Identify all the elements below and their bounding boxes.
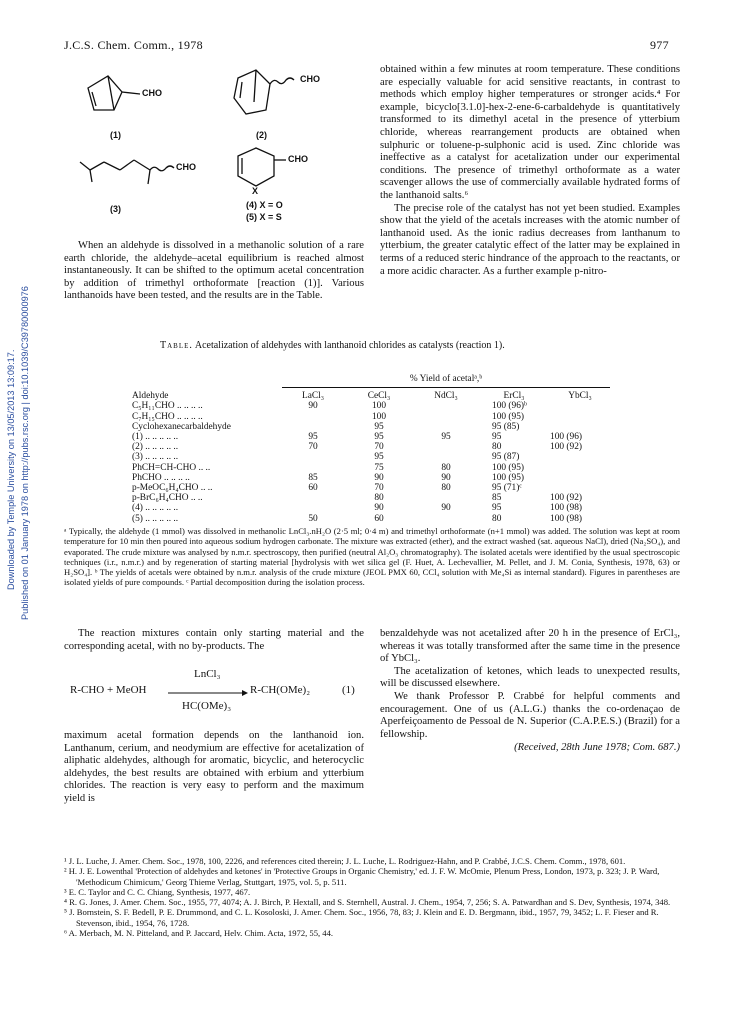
structures-drawing	[70, 58, 370, 228]
cell-yb: 100 (98)	[550, 513, 583, 524]
reaction-equation	[64, 666, 364, 718]
cell-la	[282, 493, 344, 503]
received-date: (Received, 28th June 1978; Com. 687.)	[514, 742, 680, 753]
cell-yb: 100 (92)	[550, 493, 583, 504]
cell-la	[282, 503, 344, 513]
cell-ce: 100	[371, 411, 387, 422]
cell-ce: 60	[374, 513, 384, 524]
cell-er: 85	[492, 493, 502, 504]
cell-nd: 80	[441, 462, 451, 473]
left-paragraph-2: The reaction mixtures contain only starting material and the corresponding acetal, with no by-products. The	[64, 628, 364, 652]
cell-yb	[550, 401, 610, 411]
reference-item: ¹ J. L. Luche, J. Amer. Chem. Soc., 1978, 100, 2226, and references cited therein; J. L. Luche, L. Rodriguez-Hahn, and P. Crabbé, J.C.S. Chem. Comm., 1978, 601.	[64, 856, 626, 866]
cell-er: 100 (96)ᵇ	[492, 401, 527, 412]
table-row	[132, 473, 610, 483]
table-row	[132, 452, 610, 462]
cell-yb: 100 (96)	[550, 432, 583, 443]
cell-ce: 70	[374, 442, 384, 453]
row-aldehyde: p-MeOC₆H₄CHO .. ..	[132, 483, 213, 494]
acetalization-table	[132, 374, 610, 524]
cell-ce: 95	[374, 432, 384, 443]
cell-er: 95	[492, 503, 502, 514]
structure-2-label: (2)	[256, 130, 267, 140]
table-footnotes: ᵃ Typically, the aldehyde (1 mmol) was dissolved in methanolic LnCl₃.nH₂O (2·5 ml; 0·4 m) and trimethyl orthoformate (n+1 mmol) was added. The solution was kept at room temperature for 10 min then poured into aqueous sodium hydrogen carbonate. The mixture was extracted (ether), and the extract washed (sat. aqueous NaCl), dried (Na₂SO₄), and evaporated. The crude mixture was analysed by n.m.r. spectroscopy, then purified (neutral Al₂O₃ chromatography). The isolated acetals were identified by the usual spectroscopic techniques (i.r., n.m.r.) and by regeneration of starting material [hydrolysis with wet silica gel (F. Huet, A. Lechevallier, M. Pellet, and J. M. Conia, Synthesis, 1978, 63) or H₂SO₄]. ᵇ The yields of acetals were obtained by n.m.r. analysis of the crude mixture (JEOL PMX 60, CCl₄ solution with Me₄Si as internal standard). Figures in parentheses are isolated yields of pure compounds. ᶜ Partial decomposition during the isolation process.	[64, 526, 680, 588]
cell-nd: 80	[441, 483, 451, 494]
cell-la: 70	[308, 442, 318, 453]
structure-4-label: (4) X = O	[246, 200, 283, 210]
cell-er: 100 (95)	[492, 462, 525, 473]
right-paragraph-4: The acetalization of ketones, which leads to unexpected results, will be discussed elsewhere.	[380, 665, 680, 690]
cell-nd	[414, 514, 478, 524]
left-column-lower	[64, 628, 364, 653]
structure-4-cho: CHO	[288, 154, 308, 164]
cell-er: 95 (85)	[492, 421, 520, 432]
reference-item: ³ E. C. Taylor and C. C. Chiang, Synthesis, 1977, 467.	[64, 886, 251, 897]
table-row	[132, 401, 610, 411]
row-aldehyde: C₅H₁₁CHO .. .. .. ..	[132, 401, 203, 412]
cell-er: 95	[492, 432, 502, 443]
cell-nd: 90	[441, 472, 451, 483]
yield-header: % Yield of acetalᵃ,ᵇ	[409, 374, 483, 384]
equation-product: R-CH(OMe)₂	[250, 684, 311, 696]
table-row	[132, 442, 610, 452]
row-aldehyde: p-BrC₆H₄CHO .. ..	[132, 493, 203, 504]
cell-er: 100 (95)	[492, 472, 525, 483]
cell-ce: 80	[374, 493, 384, 504]
cell-er: 100 (95)	[492, 411, 525, 422]
cell-yb	[550, 412, 610, 422]
left-column-bottom	[64, 730, 364, 806]
cell-er: 95 (71)ᶜ	[492, 483, 522, 494]
row-aldehyde: (2) .. .. .. .. ..	[132, 442, 179, 453]
references-list	[64, 856, 688, 938]
cell-la: 85	[308, 472, 318, 483]
cell-yb	[550, 473, 610, 483]
intro-paragraph: When an aldehyde is dissolved in a methanolic solution of a rare earth chloride, the aldehyde–acetal equilibrium is reached almost instantaneously. It can be shifted to the optimum acetal concentration by addition of trimethyl orthoformate [reaction (1)]. Various lanthanoids have been tested, and the results are in the Table.	[64, 240, 364, 302]
right-paragraph-5: We thank Professor P. Crabbé for helpful comments and encouragement. One of us (A.L.G.) thanks the co-ordenaçao de Aperfeiçoamento de Pessoal de N. Superior (C.A.P.E.S.) (Brazil) for a fellowship.	[380, 690, 680, 740]
sidebar-published-link[interactable]: Published on 01 January 1978 on http://pubs.rsc.org | doi:10.1039/C39780000976	[20, 286, 30, 620]
cell-yb	[550, 483, 610, 493]
chemical-structures	[70, 58, 370, 228]
reference-item: ² H. J. E. Lowenthal 'Protection of aldehydes and ketones' in 'Protective Groups in Organic Chemistry,' ed. J. F. W. McOmie, Plenum Press, London, 1973, p. 323; J. P. Ward, 'Methodicum Chimicum,' Georg Thieme Verlag, Stuttgart, 1975, vol. 5, p. 511.	[64, 866, 660, 887]
column-header-ybcl3: YbCl₃	[568, 391, 592, 402]
structure-heteroatom-x: X	[252, 186, 259, 196]
structure-1-label: (1)	[110, 130, 121, 140]
cell-ce: 100	[371, 401, 387, 412]
left-column-intro	[64, 240, 364, 303]
cell-yb: 100 (98)	[550, 503, 583, 514]
cell-la	[282, 412, 344, 422]
column-header-aldehyde: Aldehyde	[132, 391, 169, 402]
journal-header: J.C.S. Chem. Comm., 1978	[64, 38, 203, 52]
table-row	[132, 493, 610, 503]
cell-la	[282, 422, 344, 432]
right-column-lower	[380, 628, 680, 741]
table-title-caption: Table.	[160, 340, 193, 351]
table-row	[132, 503, 610, 513]
reference-item: ⁶ A. Merbach, M. N. Pitteland, and P. Jaccard, Helv. Chim. Acta, 1972, 55, 44.	[64, 928, 334, 939]
cell-ce: 70	[374, 483, 384, 494]
cell-er: 95 (87)	[492, 452, 520, 463]
equation-reactants: R-CHO + MeOH	[70, 684, 147, 696]
row-aldehyde: (5) .. .. .. .. ..	[132, 513, 179, 524]
right-paragraph-2: The precise role of the catalyst has not yet been studied. Examples show that the yield of the acetals increases with the atomic number of lanthanoid used. As the ionic radius decreases from lanthanum to ytterbium, the greater catalytic effect of the latter may be explained in terms of a reduced steric hindrance of the approach to the reactants, or a more acidic character. As a further example p-nitro-	[380, 202, 680, 277]
structure-3-label: (3)	[110, 204, 121, 214]
cell-yb	[550, 422, 610, 432]
row-aldehyde: PhCHO .. .. .. ..	[132, 472, 190, 483]
column-header-cecl3: CeCl₃	[367, 391, 391, 402]
cell-nd: 95	[441, 432, 451, 443]
cell-la	[282, 463, 344, 473]
cell-er: 80	[492, 442, 502, 453]
structure-5-label: (5) X = S	[246, 212, 282, 222]
table-row	[132, 432, 610, 442]
cell-nd	[414, 422, 478, 432]
cell-la: 90	[308, 401, 318, 412]
row-aldehyde: (1) .. .. .. .. ..	[132, 432, 179, 443]
cell-nd	[414, 452, 478, 462]
table-row	[132, 514, 610, 524]
column-header-ercl3: ErCl₃	[503, 391, 525, 402]
cell-nd	[414, 493, 478, 503]
sidebar-download-line: Downloaded by Temple University on 13/05/2013 13:09:17.	[6, 349, 16, 590]
cell-nd	[414, 401, 478, 411]
column-header-ndcl3: NdCl₃	[434, 391, 458, 402]
right-paragraph-3: benzaldehyde was not acetalized after 20 h in the presence of ErCl₃, whereas it was totally transformed after the same time in the presence of YbCl₃.	[380, 628, 680, 665]
row-aldehyde: C₇H₁₅CHO .. .. .. ..	[132, 411, 203, 422]
cell-yb	[550, 452, 610, 462]
row-aldehyde: PhCH=CH-CHO .. ..	[132, 462, 211, 473]
cell-la: 95	[308, 432, 318, 443]
equation-reagent: HC(OMe)₃	[182, 700, 232, 712]
cell-la: 60	[308, 483, 318, 494]
equation-catalyst: LnCl₃	[194, 668, 221, 680]
column-header-lacl3: LaCl₃	[301, 391, 324, 402]
reference-item: ⁴ R. G. Jones, J. Amer. Chem. Soc., 1955, 77, 4074; A. J. Birch, P. Hextall, and S. Sternhell, Austral. J. Chem., 1954, 7, 256; S. A. Patwardhan and S. Dev, Synthesis, 1974, 348.	[64, 897, 671, 908]
table-title-text: Acetalization of aldehydes with lanthanoid chlorides as catalysts (reaction 1).	[194, 340, 505, 351]
page-number: 977	[650, 38, 669, 52]
table-row	[132, 463, 610, 473]
table-title	[160, 340, 505, 351]
cell-ce: 75	[374, 462, 384, 473]
cell-nd: 90	[441, 503, 451, 514]
cell-ce: 90	[374, 472, 384, 483]
left-paragraph-3: maximum acetal formation depends on the lanthanoid ion. Lanthanum, cerium, and neodymium are effective for acetalization of aliphatic aldehydes, although for aromatic, bicyclic, and heterocyclic aldehydes, the best results are obtained with erbium and ytterbium chlorides. The reaction is very easy to perform and the maximum yield is	[64, 730, 364, 804]
right-paragraph-1: obtained within a few minutes at room temperature. These conditions are especially valuable for acid sensitive reactants, in contrast to methods which employ higher temperatures or stronger acids.⁴ For example, bicyclo[3.1.0]-hex-2-ene-6-carbaldehyde is quantitatively transformed to its dimethyl acetal in the presence of ytterbium chloride, whereas rearrangement products are obtained when sulphuric or toluene-p-sulphonic acid is used. Zinc chloride was ineffective as a catalyst for acetalization under our experimental conditions. The presence of trimethyl orthoformate as a water scavenger allows the use of commercially available hydrated forms of the lanthanoid salts.⁶	[380, 64, 680, 201]
row-aldehyde: (4) .. .. .. .. ..	[132, 503, 179, 514]
cell-yb: 100 (92)	[550, 442, 583, 453]
row-aldehyde: Cyclohexanecarbaldehyde	[132, 421, 231, 432]
cell-la	[282, 452, 344, 462]
structure-3-cho: CHO	[176, 162, 196, 172]
structure-1-cho: CHO	[142, 88, 162, 98]
cell-er: 80	[492, 513, 502, 524]
cell-ce: 95	[374, 421, 384, 432]
table-row	[132, 422, 610, 432]
cell-nd	[414, 442, 478, 452]
cell-ce: 90	[374, 503, 384, 514]
cell-ce: 95	[374, 452, 384, 463]
table-row	[132, 483, 610, 493]
cell-nd	[414, 412, 478, 422]
cell-la: 50	[308, 513, 318, 524]
equation-arrow	[168, 688, 248, 698]
cell-yb	[550, 463, 610, 473]
row-aldehyde: (3) .. .. .. .. ..	[132, 452, 179, 463]
right-column-top	[380, 64, 680, 278]
table-row	[132, 412, 610, 422]
download-sidebar	[2, 150, 38, 620]
reference-item: ⁵ J. Bornstein, S. F. Bedell, P. E. Drummond, and C. L. Kosoloski, J. Amer. Chem. Soc., 1956, 78, 83; J. Klein and E. D. Bergmann, ibid., 1957, 79, 3452; L. F. Fieser and R. Stevenson, ibid., 1954, 76, 1728.	[64, 907, 659, 928]
structure-2-cho: CHO	[300, 74, 320, 84]
equation-number: (1)	[342, 684, 355, 696]
